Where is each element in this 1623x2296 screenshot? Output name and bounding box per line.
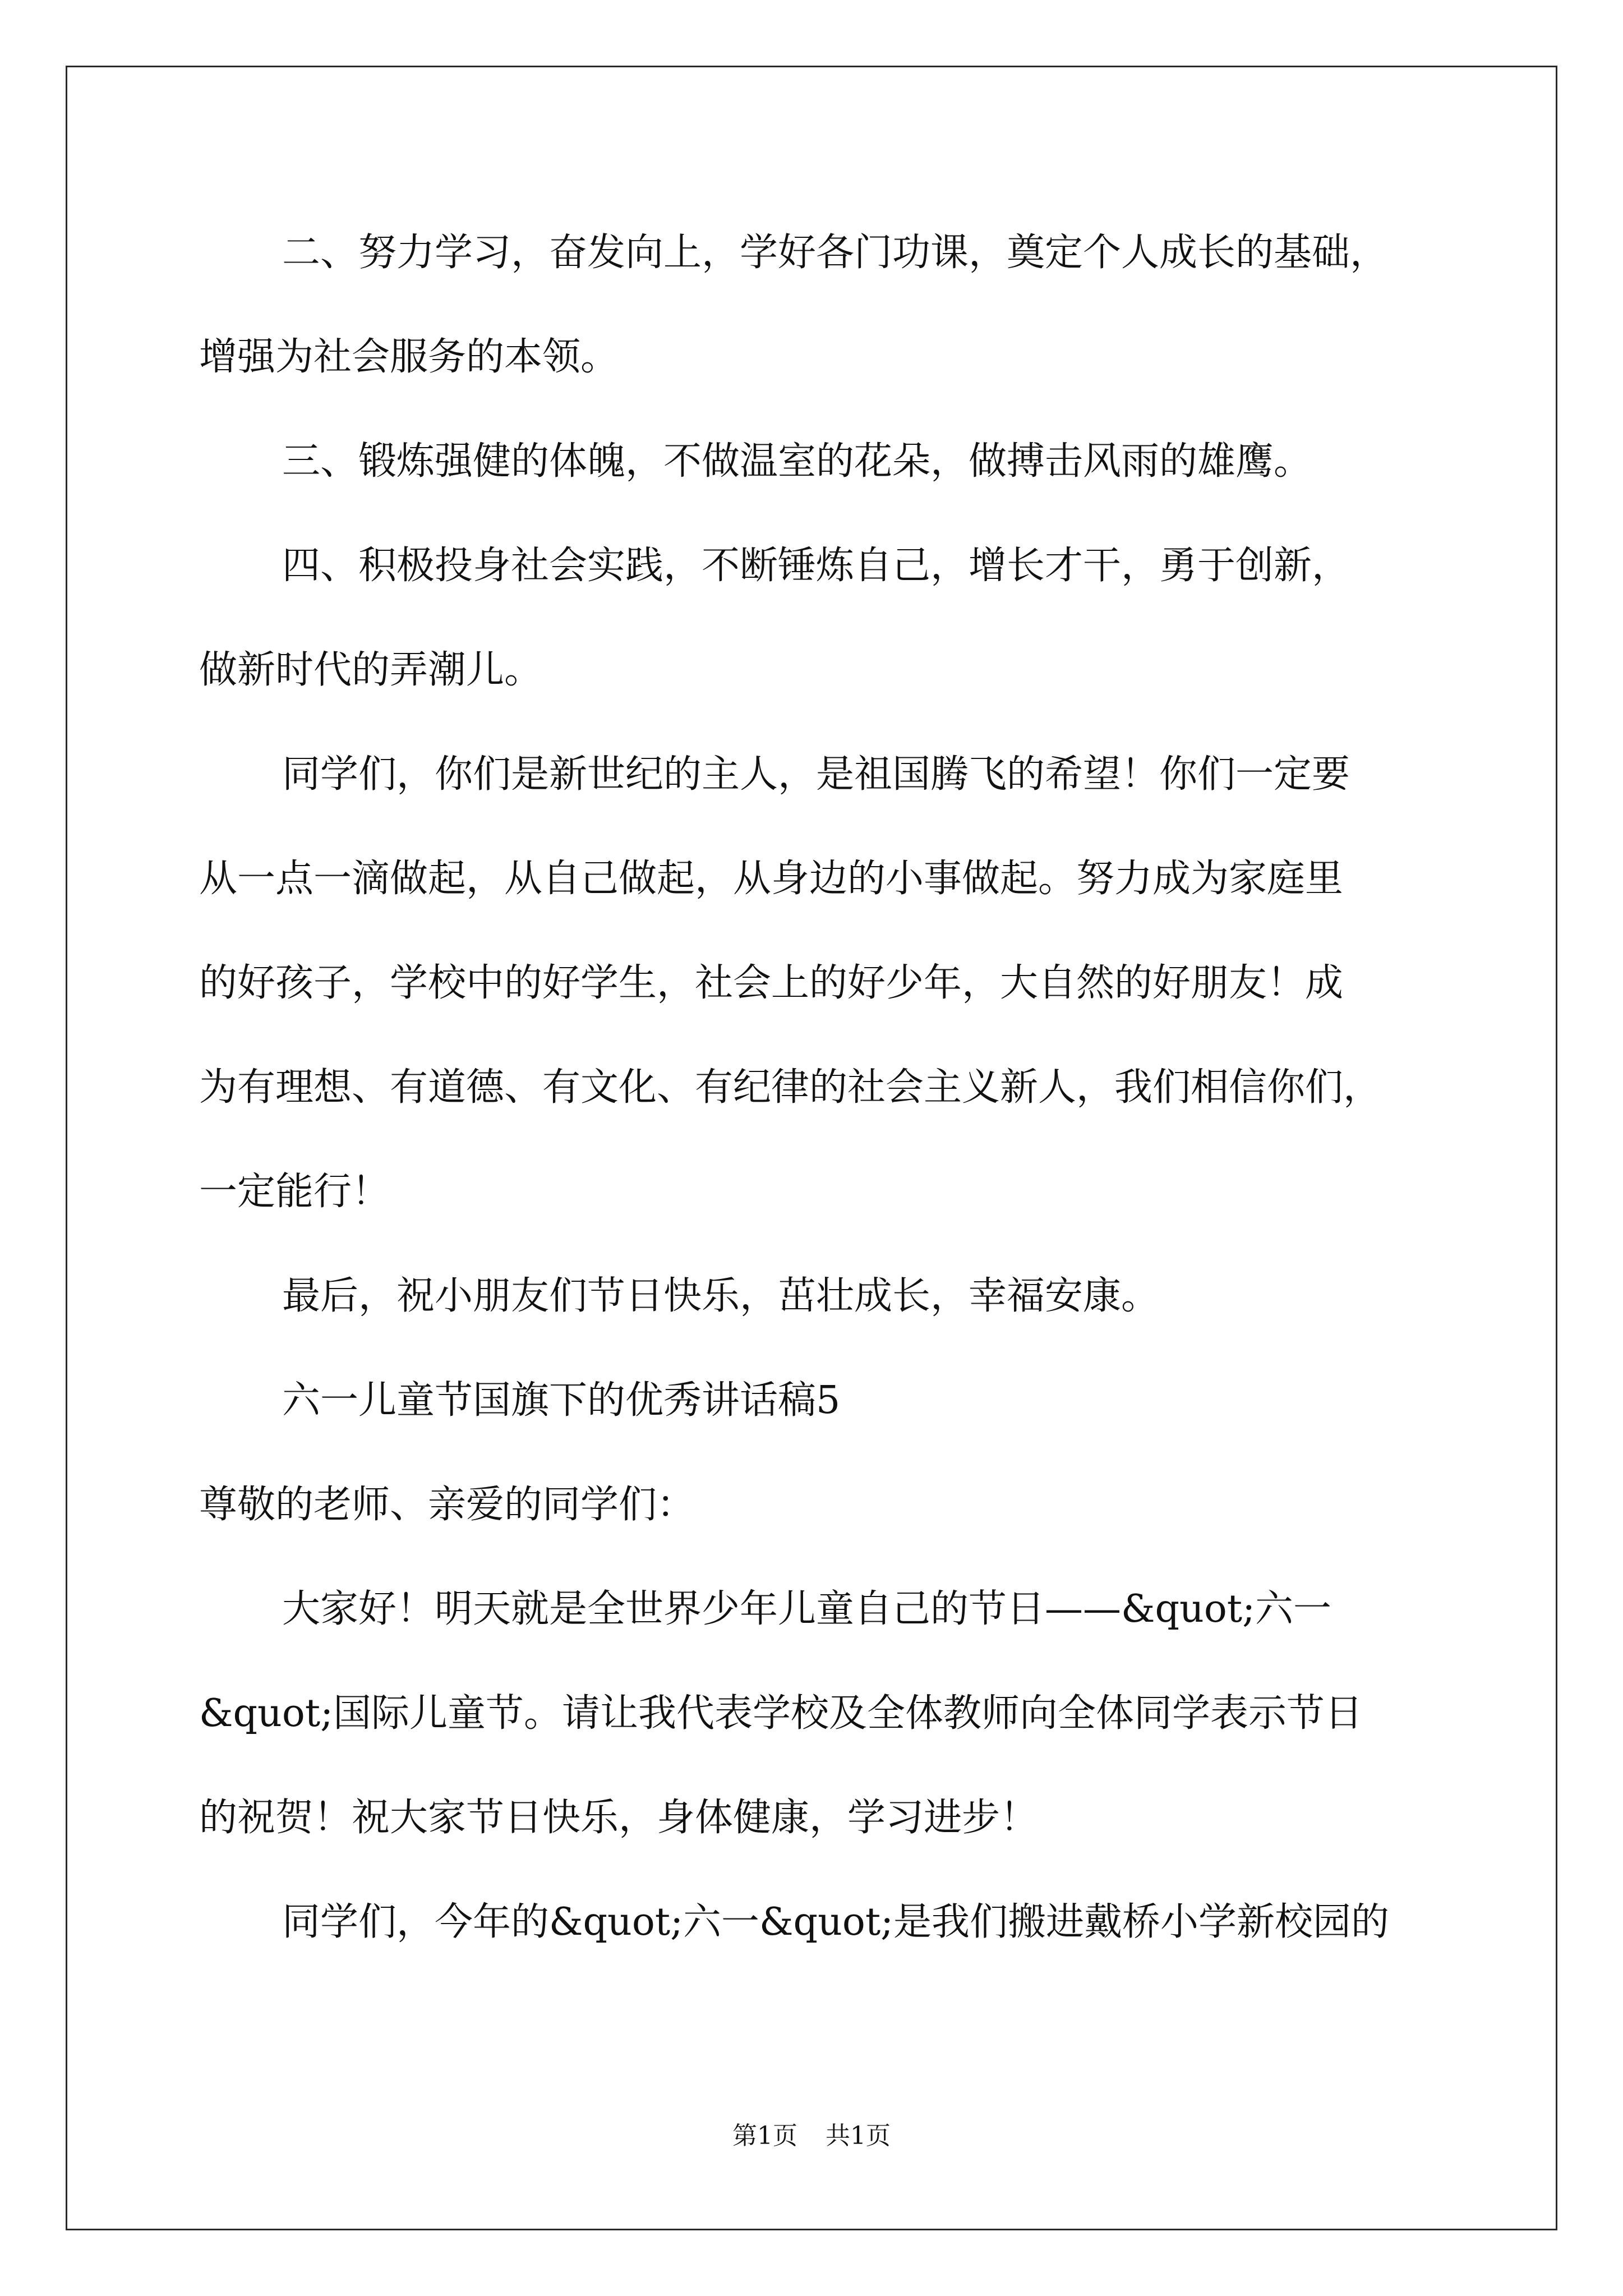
paragraph-line: 最后，祝小朋友们节日快乐，茁壮成长，幸福安康。 bbox=[282, 1274, 1160, 1318]
paragraph-line: &quot;国际儿童节。请让我代表学校及全体教师向全体同学表示节日 bbox=[199, 1691, 1363, 1736]
paragraph-line: 从一点一滴做起，从自己做起，从身边的小事做起。努力成为家庭里 bbox=[199, 857, 1344, 901]
page-total: 共1页 bbox=[826, 2122, 891, 2150]
paragraph-line: 一定能行！ bbox=[199, 1170, 390, 1214]
paragraph-line: 的祝贺！祝大家节日快乐，身体健康，学习进步！ bbox=[199, 1796, 1039, 1840]
page-number: 第1页 bbox=[732, 2122, 797, 2150]
section-heading: 六一儿童节国旗下的优秀讲话稿5 bbox=[282, 1378, 841, 1423]
paragraph-line: 三、锻炼强健的体魄，不做温室的花朵，做搏击风雨的雄鹰。 bbox=[282, 439, 1312, 484]
paragraph-line: 同学们，今年的&quot;六一&quot;是我们搬进戴桥小学新校园的 bbox=[282, 1900, 1390, 1944]
document-body bbox=[199, 201, 1461, 1975]
paragraph-line: 二、努力学习，奋发向上，学好各门功课，奠定个人成长的基础， bbox=[282, 231, 1389, 275]
paragraph-line: 的好孩子，学校中的好学生，社会上的好少年，大自然的好朋友！成 bbox=[199, 961, 1344, 1005]
salutation: 尊敬的老师、亲爱的同学们： bbox=[199, 1483, 695, 1527]
paragraph-line: 为有理想、有道德、有文化、有纪律的社会主义新人，我们相信你们， bbox=[199, 1065, 1382, 1110]
paragraph-line: 做新时代的弄潮儿。 bbox=[199, 648, 543, 692]
paragraph-line: 增强为社会服务的本领。 bbox=[199, 335, 619, 379]
page-footer bbox=[0, 2119, 1623, 2153]
paragraph-line: 大家好！明天就是全世界少年儿童自己的节日——&quot;六一 bbox=[282, 1587, 1332, 1631]
paragraph-line: 四、积极投身社会实践，不断锤炼自己，增长才干，勇于创新， bbox=[282, 544, 1350, 588]
paragraph-line: 同学们，你们是新世纪的主人，是祖国腾飞的希望！你们一定要 bbox=[282, 752, 1350, 797]
